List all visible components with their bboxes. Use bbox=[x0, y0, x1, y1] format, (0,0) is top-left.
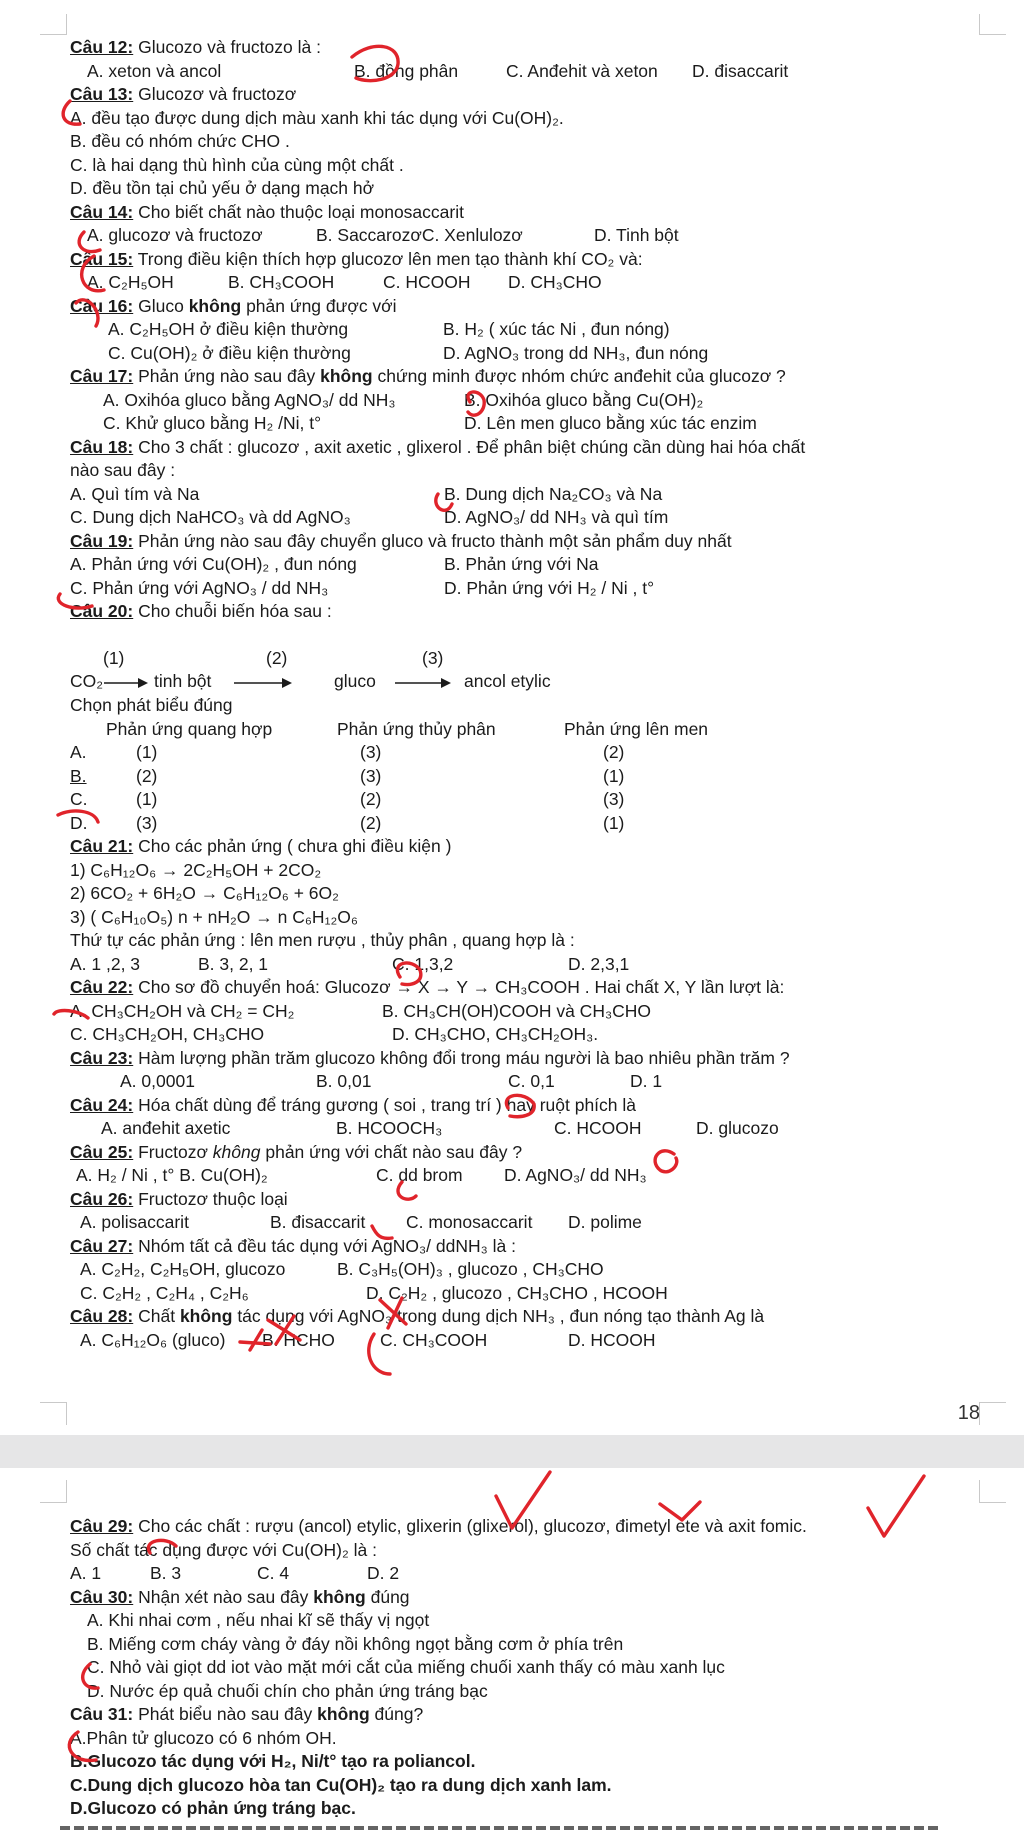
page-corner-mark bbox=[40, 1480, 67, 1503]
option-b[interactable]: B. Phản ứng với Na bbox=[444, 554, 599, 574]
chain-substance: ancol etylic bbox=[464, 671, 551, 691]
options-row bbox=[70, 1000, 970, 1024]
option-b[interactable]: B. 3, 2, 1 bbox=[198, 953, 269, 974]
question-21: Câu 21: Cho các phản ứng ( chưa ghi điều kiện ) bbox=[70, 836, 452, 856]
option-a[interactable]: A. Oxihóa gluco bằng AgNO₃/ dd NH₃ bbox=[103, 389, 396, 410]
question-18: Câu 18: Cho 3 chất : glucozơ , axit axetic , glixerol . Để phân biệt chúng cần dùng hai hóa chất bbox=[70, 436, 806, 457]
table-cell: (1) bbox=[603, 765, 625, 786]
table-cell: (2) bbox=[603, 742, 625, 762]
option-c[interactable]: C. 0,1 bbox=[508, 1071, 555, 1091]
question-13: Câu 13: Glucozơ và fructozơ bbox=[70, 84, 297, 104]
reaction-equation: 1) C₆H₁₂O₆ → 2C₂H₅OH + 2CO₂ bbox=[70, 859, 322, 880]
table-cell: (3) bbox=[603, 789, 625, 809]
option-a[interactable]: A. xeton và ancol bbox=[87, 60, 222, 81]
option-b[interactable]: B. H₂ ( xúc tác Ni , đun nóng) bbox=[443, 319, 670, 339]
option-a[interactable]: A. 0,0001 bbox=[120, 1071, 195, 1091]
question-20-prompt: Chọn phát biểu đúng bbox=[70, 695, 233, 715]
question-30: Câu 30: Nhận xét nào sau đây không đúng bbox=[70, 1586, 410, 1607]
chain-substance: CO₂ bbox=[70, 671, 104, 691]
page-corner-mark bbox=[979, 1480, 1006, 1503]
row-letter: A. bbox=[70, 742, 87, 762]
option-c[interactable]: C.Dung dịch glucozo hòa tan Cu(OH)₂ tạo ra dung dịch xanh lam. bbox=[70, 1774, 612, 1795]
question-24: Câu 24: Hóa chất dùng để tráng gương ( soi , trang trí ) hay ruột phích là bbox=[70, 1094, 637, 1115]
options-row bbox=[70, 1282, 970, 1306]
option-a[interactable]: A. Phản ứng với Cu(OH)₂ , đun nóng bbox=[70, 554, 357, 574]
arrow-icon bbox=[395, 676, 451, 690]
answer-row[interactable] bbox=[70, 765, 970, 789]
question-31: Câu 31: Phát biểu nào sau đây không đúng? bbox=[70, 1704, 424, 1724]
options-row bbox=[70, 412, 970, 436]
page-corner-mark bbox=[40, 1402, 67, 1425]
question-28: Câu 28: Chất không tác dụng với AgNO₃ trong dung dịch NH₃ , đun nóng tạo thành Ag là bbox=[70, 1306, 765, 1326]
option-b[interactable]: B. đồng phân bbox=[354, 60, 459, 81]
options-row bbox=[70, 1070, 970, 1094]
options-row bbox=[70, 953, 970, 977]
page-corner-mark bbox=[40, 14, 67, 35]
option-c[interactable]: C. CH₃COOH bbox=[380, 1329, 488, 1350]
option-c[interactable]: C. HCOOH bbox=[383, 272, 471, 292]
cut-off-line bbox=[60, 1826, 940, 1830]
question-27: Câu 27: Nhóm tất cả đều tác dụng với AgNO₃/ ddNH₃ là : bbox=[70, 1235, 516, 1256]
option-a[interactable]: A.Phân tử glucozo có 6 nhóm OH. bbox=[70, 1727, 337, 1748]
question-23: Câu 23: Hàm lượng phần trăm glucozo không đổi trong máu người là bao nhiêu phần trăm ? bbox=[70, 1047, 790, 1068]
page-corner-mark bbox=[979, 14, 1006, 35]
option-d[interactable]: D. đều tồn tại chủ yếu ở dạng mạch hở bbox=[70, 178, 375, 198]
option-c[interactable]: C. HCOOH bbox=[554, 1118, 642, 1138]
question-21-cont: Thứ tự các phản ứng : lên men rượu , thủy phân , quang hợp là : bbox=[70, 930, 575, 950]
step-label: (3) bbox=[422, 648, 444, 668]
chain-substance: tinh bột bbox=[154, 671, 212, 691]
option-b[interactable]: B. đều có nhóm chức CHO . bbox=[70, 131, 290, 151]
option-a[interactable]: A. polisaccarit bbox=[80, 1212, 189, 1232]
option-d[interactable]: D. CH₃CHO bbox=[508, 272, 602, 292]
option-d[interactable]: D. 2 bbox=[367, 1563, 400, 1583]
option-b[interactable]: B. Dung dịch Na₂CO₃ và Na bbox=[444, 483, 663, 504]
option-c[interactable]: C. CH₃CH₂OH, CH₃CHO bbox=[70, 1024, 265, 1044]
option-d[interactable]: D. C₂H₂ , glucozo , CH₃CHO , HCOOH bbox=[366, 1282, 668, 1303]
option-a[interactable]: A. Khi nhai cơm , nếu nhai kĩ sẽ thấy vị ngọt bbox=[87, 1610, 430, 1630]
option-ab[interactable]: A. H₂ / Ni , t° B. Cu(OH)₂ bbox=[76, 1165, 268, 1185]
option-a[interactable]: A. CH₃CH₂OH và CH₂ = CH₂ bbox=[70, 1000, 295, 1021]
option-c[interactable]: C. Nhỏ vài giọt dd iot vào mặt mới cắt của miếng chuối xanh thấy có màu xanh lục bbox=[87, 1657, 725, 1677]
options-row bbox=[70, 318, 970, 342]
table-cell: (2) bbox=[136, 765, 158, 786]
option-c[interactable]: C. Dung dịch NaHCO₃ và dd AgNO₃ bbox=[70, 507, 351, 527]
option-a[interactable]: A. 1 bbox=[70, 1563, 102, 1583]
option-b[interactable]: B. HCOOCH₃ bbox=[336, 1118, 443, 1138]
table-cell: (2) bbox=[360, 789, 382, 809]
page-corner-mark bbox=[979, 1402, 1006, 1425]
option-c[interactable]: C. Khử gluco bằng H₂ /Ni, t° bbox=[103, 413, 322, 433]
answer-row[interactable] bbox=[70, 788, 970, 812]
option-b[interactable]: B. Oxihóa gluco bằng Cu(OH)₂ bbox=[464, 389, 704, 410]
answer-table-header bbox=[70, 718, 970, 742]
option-d[interactable]: D. CH₃CHO, CH₃CH₂OH₃. bbox=[392, 1024, 599, 1044]
option-c[interactable]: C. monosaccarit bbox=[406, 1212, 533, 1232]
question-22: Câu 22: Cho sơ đồ chuyển hoá: Glucozơ → X → Y → CH₃COOH . Hai chất X, Y lần lượt là: bbox=[70, 977, 785, 997]
options-row bbox=[70, 389, 970, 413]
option-b[interactable]: B. 3 bbox=[150, 1563, 182, 1583]
options-row bbox=[70, 1164, 970, 1188]
option-c[interactable]: C. dd brom bbox=[376, 1165, 463, 1185]
question-18-cont: nào sau đây : bbox=[70, 460, 176, 480]
question-25: Câu 25: Fructozơ không phản ứng với chất nào sau đây ? bbox=[70, 1141, 523, 1162]
option-c[interactable]: C. 1,3,2 bbox=[392, 953, 454, 974]
option-a[interactable]: A. anđehit axetic bbox=[101, 1118, 231, 1138]
document-page-2 bbox=[0, 1468, 1024, 1830]
row-letter: B. bbox=[70, 765, 87, 786]
option-d[interactable]: D. Lên men gluco bằng xúc tác enzim bbox=[464, 413, 757, 433]
column-header: Phản ứng quang hợp bbox=[106, 718, 273, 739]
row-letter: C. bbox=[70, 789, 88, 809]
option-b[interactable]: B. CH₃COOH bbox=[228, 272, 335, 292]
option-d[interactable]: D. AgNO₃/ dd NH₃ và quì tím bbox=[444, 507, 669, 527]
table-cell: (3) bbox=[136, 812, 158, 833]
options-row bbox=[70, 1211, 970, 1235]
option-c[interactable]: C. là hai dạng thù hình của cùng một chất . bbox=[70, 154, 404, 175]
options-row bbox=[70, 224, 970, 248]
option-d[interactable]: D. HCOOH bbox=[568, 1329, 656, 1350]
option-d[interactable]: D.Glucozo có phản ứng tráng bạc. bbox=[70, 1798, 356, 1818]
question-15: Câu 15: Trong điều kiện thích hợp glucozơ lên men tạo thành khí CO₂ và: bbox=[70, 248, 643, 269]
options-row bbox=[70, 1562, 970, 1586]
question-19: Câu 19: Phản ứng nào sau đây chuyển gluco và fructo thành một sản phẩm duy nhất bbox=[70, 530, 732, 551]
question-29-cont: Số chất tác dụng được với Cu(OH)₂ là : bbox=[70, 1539, 377, 1560]
option-d[interactable]: D. 1 bbox=[630, 1071, 663, 1091]
option-d[interactable]: D. Nước ép quả chuối chín cho phản ứng tráng bạc bbox=[87, 1680, 488, 1701]
option-d[interactable]: D. glucozo bbox=[696, 1118, 779, 1138]
question-26: Câu 26: Fructozơ thuộc loại bbox=[70, 1188, 288, 1209]
arrow-icon bbox=[104, 676, 148, 690]
option-b[interactable]: B. Miếng cơm cháy vàng ở đáy nồi không ngọt bằng cơm ở phía trên bbox=[87, 1633, 624, 1654]
answer-row[interactable] bbox=[70, 812, 970, 836]
option-c[interactable]: C. 4 bbox=[257, 1563, 290, 1583]
page-gap bbox=[0, 1435, 1024, 1468]
arrow-icon bbox=[234, 676, 292, 690]
option-c[interactable]: C. Cu(OH)₂ ở điều kiện thường bbox=[108, 342, 351, 363]
options-row bbox=[70, 271, 970, 295]
question-14: Câu 14: Cho biết chất nào thuộc loại monosaccarit bbox=[70, 201, 464, 222]
step-label: (2) bbox=[266, 648, 288, 668]
question-20: Câu 20: Cho chuỗi biến hóa sau : bbox=[70, 601, 332, 621]
option-a[interactable]: A. C₂H₅OH ở điều kiện thường bbox=[108, 319, 349, 339]
option-b[interactable]: B. đisaccarit bbox=[270, 1212, 366, 1232]
column-header: Phản ứng thủy phân bbox=[337, 718, 496, 739]
options-row bbox=[70, 60, 970, 84]
option-b[interactable]: B. CH₃CH(OH)COOH và CH₃CHO bbox=[382, 1000, 651, 1021]
question-list bbox=[70, 1515, 970, 1821]
option-a[interactable]: A. glucozơ và fructozơ bbox=[87, 225, 263, 245]
chain-substance: gluco bbox=[334, 671, 376, 691]
table-cell: (2) bbox=[360, 812, 382, 833]
options-row bbox=[70, 1117, 970, 1141]
options-row bbox=[70, 506, 970, 530]
table-cell: (1) bbox=[136, 789, 158, 809]
option-bc[interactable]: B. SaccarozơC. Xenlulozơ bbox=[316, 225, 523, 245]
option-d[interactable]: D. AgNO₃/ dd NH₃ bbox=[504, 1165, 647, 1185]
reaction-equation: 2) 6CO₂ + 6H₂O → C₆H₁₂O₆ + 6O₂ bbox=[70, 883, 339, 903]
option-a[interactable]: A. C₆H₁₂O₆ (gluco) bbox=[80, 1329, 226, 1350]
options-row bbox=[70, 483, 970, 507]
option-b[interactable]: B. HCHO bbox=[262, 1329, 335, 1350]
answer-row[interactable] bbox=[70, 741, 970, 765]
option-b[interactable]: B.Glucozo tác dụng với H₂, Ni/t° tạo ra poliancol. bbox=[70, 1751, 476, 1771]
option-a[interactable]: A. Quì tím và Na bbox=[70, 483, 200, 504]
question-16: Câu 16: Gluco không phản ứng được với bbox=[70, 295, 397, 316]
option-a[interactable]: A. đều tạo được dung dịch màu xanh khi tác dụng với Cu(OH)₂. bbox=[70, 107, 564, 128]
option-a[interactable]: A. 1 ,2, 3 bbox=[70, 953, 141, 974]
option-c[interactable]: C. C₂H₂ , C₂H₄ , C₂H₆ bbox=[80, 1282, 249, 1303]
table-cell: (3) bbox=[360, 742, 382, 762]
step-label: (1) bbox=[103, 648, 125, 668]
option-d[interactable]: D. Phản ứng với H₂ / Ni , t° bbox=[444, 577, 655, 598]
options-row bbox=[70, 553, 970, 577]
table-cell: (1) bbox=[136, 742, 158, 762]
question-29: Câu 29: Cho các chất : rượu (ancol) etylic, glixerin (glixerol), glucozơ, đimetyl ete và axit fomic. bbox=[70, 1516, 807, 1536]
option-d[interactable]: D. polime bbox=[568, 1212, 642, 1232]
option-d[interactable]: D. đisaccarit bbox=[692, 60, 789, 81]
options-row bbox=[70, 577, 970, 601]
reaction-equation: 3) ( C₆H₁₀O₅) n + nH₂O → n C₆H₁₂O₆ bbox=[70, 906, 358, 927]
question-12: Câu 12: Glucozo và fructozo là : bbox=[70, 37, 321, 57]
column-header: Phản ứng lên men bbox=[564, 718, 709, 739]
row-letter: D. bbox=[70, 812, 88, 833]
options-row bbox=[70, 1329, 970, 1353]
options-row bbox=[70, 342, 970, 366]
option-d[interactable]: D. AgNO₃ trong dd NH₃, đun nóng bbox=[443, 342, 709, 363]
option-c[interactable]: C. Phản ứng với AgNO₃ / dd NH₃ bbox=[70, 577, 329, 598]
option-a[interactable]: A. C₂H₂, C₂H₅OH, glucozo bbox=[80, 1259, 286, 1279]
question-17: Câu 17: Phản ứng nào sau đây không chứng minh được nhóm chức anđehit của glucozơ ? bbox=[70, 366, 786, 386]
table-cell: (3) bbox=[360, 765, 382, 786]
table-cell: (1) bbox=[603, 812, 625, 833]
page-number: 18 bbox=[957, 1402, 980, 1424]
option-b[interactable]: B. 0,01 bbox=[316, 1071, 372, 1091]
option-c[interactable]: C. Anđehit và xeton bbox=[506, 60, 658, 81]
reaction-chain bbox=[70, 647, 970, 694]
option-b[interactable]: B. C₃H₅(OH)₃ , glucozo , CH₃CHO bbox=[337, 1259, 604, 1279]
option-d[interactable]: D. 2,3,1 bbox=[568, 953, 630, 974]
options-row bbox=[70, 1258, 970, 1282]
option-a[interactable]: A. C₂H₅OH bbox=[87, 272, 174, 292]
option-d[interactable]: D. Tinh bột bbox=[594, 225, 679, 245]
options-row bbox=[70, 1023, 970, 1047]
question-list bbox=[70, 36, 970, 1352]
